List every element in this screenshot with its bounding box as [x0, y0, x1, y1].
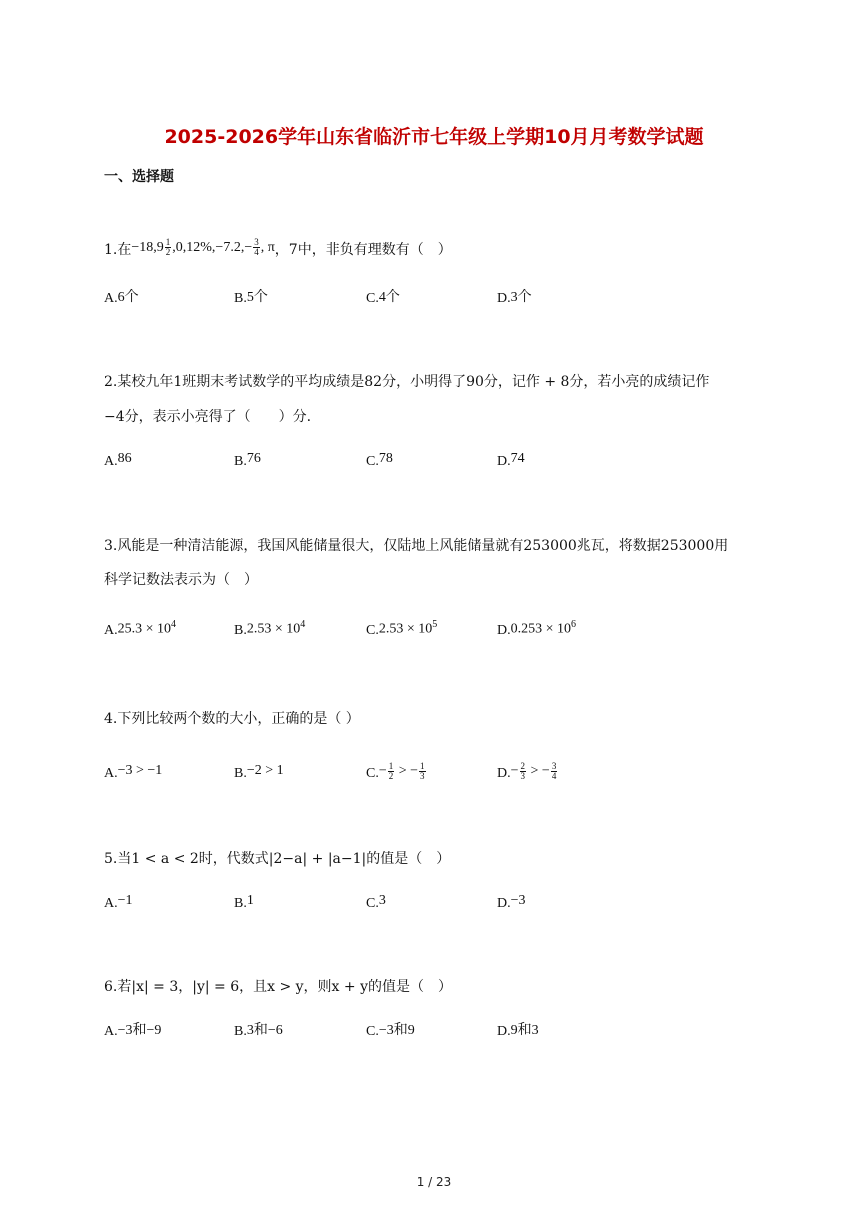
- question-2-line-2: −4分，表示小亮得了（ ）分.: [104, 409, 312, 425]
- fraction: $\frac{3}{4}$: [551, 760, 557, 781]
- q5-options: [104, 890, 804, 918]
- q6-option-c: C. −3和9: [366, 1023, 415, 1039]
- q4-options: [104, 760, 804, 788]
- q6-options: [104, 1018, 804, 1046]
- question-2-line-1: 2.某校九年1班期末考试数学的平均成绩是82分，小明得了90分，记作 + 8分，若小亮的成绩记作: [104, 374, 710, 390]
- q2-option-d: D. 74: [497, 451, 525, 469]
- q4-option-d: D. − $\frac{2}{3}$ > − $\frac{3}{4}$: [497, 760, 557, 781]
- section-heading: 一、选择题: [104, 169, 174, 185]
- q2-option-a: A. 86: [104, 451, 132, 469]
- q5-option-b: B. 1: [234, 893, 254, 911]
- q3-option-a: A. $25.3 \times 10^4$: [104, 618, 177, 638]
- q1-option-d: D. 3个: [497, 290, 532, 306]
- q4-option-b: B. −2 > 1: [234, 763, 284, 781]
- q3-option-d: D. $0.253 \times 10^6$: [497, 618, 577, 638]
- question-4: 4.下列比较两个数的大小，正确的是（ ）: [104, 711, 360, 727]
- fraction: $\frac{1}{3}$: [420, 760, 425, 781]
- q5-option-d: D. −3: [497, 893, 526, 911]
- q5-option-a: A. −1: [104, 893, 133, 911]
- q1-options: [104, 285, 804, 313]
- q2-option-b: B. 76: [234, 451, 261, 469]
- fraction: $\frac{1}{2}$: [388, 760, 394, 781]
- fraction: $\frac{2}{3}$: [520, 760, 526, 781]
- q1-number-list: −18,9 $\frac{1}{2}$ ,0,12%,−7.2,− $\frac{3}{4}$ , π: [131, 237, 275, 258]
- q3-option-b: B. $2.53 \times 10^4$: [234, 618, 306, 638]
- page-title: 2025-2026学年山东省临沂市七年级上学期10月月考数学试题: [164, 126, 704, 148]
- q2-options: [104, 448, 804, 476]
- question-1: 1.在−18,9 $\frac{1}{2}$ ,0,12%,−7.2,− $\frac{3}{4}$ , π，7中，非负有理数有（ ）: [104, 237, 452, 258]
- fraction: $\frac{1}{2}$: [165, 237, 171, 258]
- q2-option-c: C. 78: [366, 451, 393, 469]
- q4-option-a: A. −3 > −1: [104, 763, 163, 781]
- q1-option-a: A. 6个: [104, 290, 139, 306]
- question-3-line-2: 科学记数法表示为（ ）: [104, 572, 258, 588]
- question-5: 5.当1 < a < 2时，代数式|2−a| + |a−1|的值是（ ）: [104, 851, 451, 867]
- q5-option-c: C. 3: [366, 893, 386, 911]
- question-3-line-1: 3.风能是一种清洁能源，我国风能储量很大，仅陆地上风能储量就有253000兆瓦，将数据253000用: [104, 538, 729, 554]
- page-number: 1 / 23: [416, 1175, 452, 1189]
- q6-option-b: B. 3和−6: [234, 1023, 283, 1039]
- q3-option-c: C. $2.53 \times 10^5$: [366, 618, 438, 638]
- q4-option-c: C. − $\frac{1}{2}$ > − $\frac{1}{3}$: [366, 760, 425, 781]
- q3-options: [104, 617, 804, 645]
- q1-option-c: C. 4个: [366, 290, 400, 306]
- q6-option-d: D. 9和3: [497, 1023, 539, 1039]
- question-6: 6.若|x| = 3，|y| = 6，且x > y，则x + y的值是（ ）: [104, 979, 452, 995]
- q1-option-b: B. 5个: [234, 290, 268, 306]
- fraction: $\frac{3}{4}$: [254, 237, 259, 258]
- q6-option-a: A. −3和−9: [104, 1023, 162, 1039]
